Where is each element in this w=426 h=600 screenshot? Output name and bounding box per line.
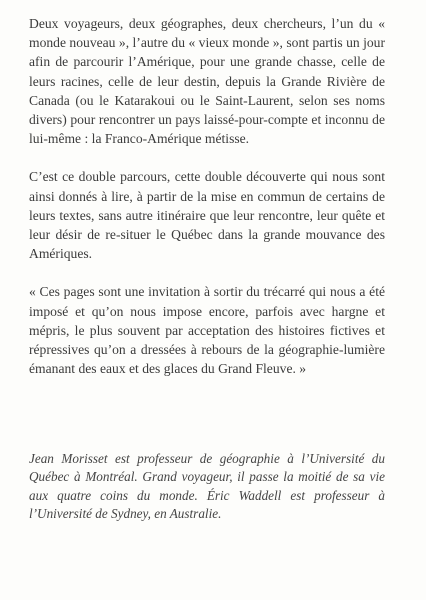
paragraph-intro: Deux voyageurs, deux géographes, deux chercheurs, l’un du « monde nouveau », l’autre du « vieux monde », sont partis un jour afin de parcourir l’Amérique, pour une grande chasse, celle de leurs racines, celle de leur destin, depuis la Grande Rivière de Canada (ou le Katarakoui ou le Saint-Laurent, selon ses noms divers) pour rencontrer un pays laissé-pour-compte et inconnu de lui-même : la Franco-Amérique métisse. (29, 16, 385, 147)
paragraph-double-parcours: C’est ce double parcours, cette double découverte qui nous sont ainsi donnés à lire, à partir de la mise en commun de certains de leurs textes, sans autre itinéraire que leur rencontre, leur quête et leur désir de re-situer le Québec dans la grande mouvance des Amériques. (29, 169, 385, 262)
back-cover-text (29, 14, 385, 378)
author-bio: Jean Morisset est professeur de géographie à l’Université du Québec à Montréal. Grand voyageur, il passe la moitié de sa vie aux quatre coins du monde. Éric Waddell est professeur à l’Université de Sydney, en Australie. (29, 451, 385, 522)
paragraph-quote: « Ces pages sont une invitation à sortir du trécarré qui nous a été imposé et qu’on nous impose encore, parfois avec hargne et mépris, le plus souvent par acceptation des histoires fictives et répressives qu’on a dressées à rebours de la géographie-lumière émanant des eaux et des glaces du Grand Fleuve. » (29, 284, 385, 377)
